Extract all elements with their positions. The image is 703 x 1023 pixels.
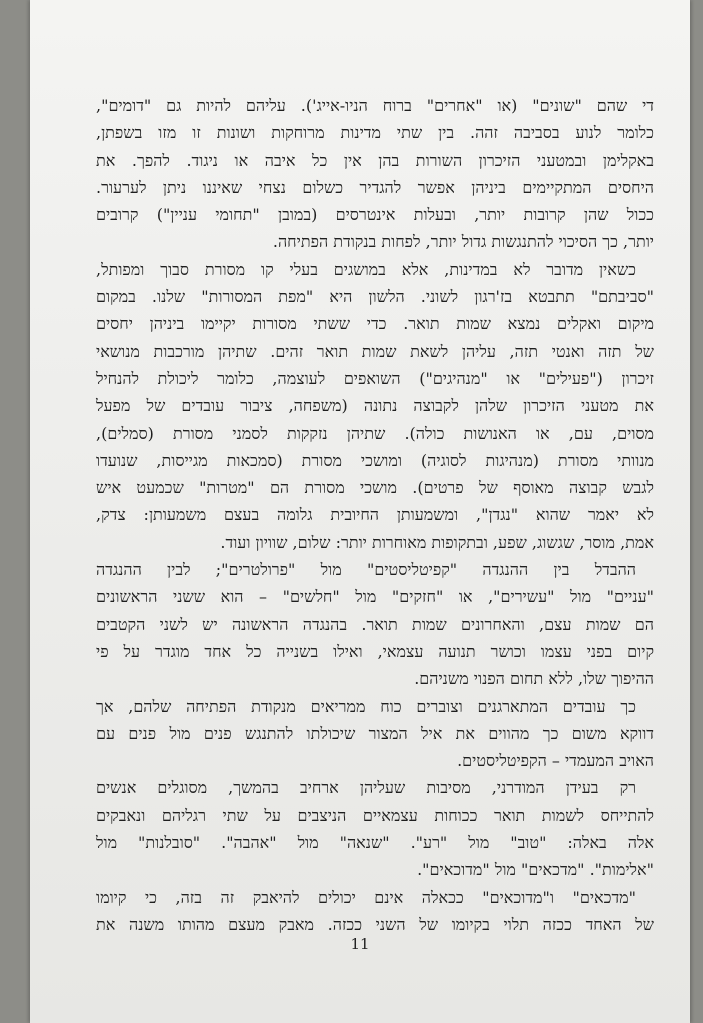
- text-line: להתייחס לשמות תואר ככוחות עצמאיים הניצבים על שתי רגליהם ונאבקים: [96, 805, 654, 825]
- text-line: אלה באלה: "טוב" מול "רע". "שנאה" מול "אהבה". "סובלנות" מול: [96, 833, 654, 853]
- text-line: ההיפוך שלו, ללא תחום הפנוי משניהם.: [414, 669, 654, 689]
- text-line: "עניים" מול "עשירים", או "חזקים" מול "חלשים" – הוא ששני הראשונים: [96, 587, 654, 607]
- text-line: "סביבתם" תתבטא בז'רגון לשוני. הלשון היא "מפת המסורות" שלנו. במקום: [96, 287, 654, 307]
- text-line: דווקא משום כך מהווים את איל המצור שיכולתו להתנגש פנים מול פנים עם: [96, 723, 654, 743]
- text-line: קיום בפני עצמו וכושר תנועה עצמאי, ואילו בשנייה כל אחד מוגדר על פי: [96, 641, 654, 661]
- text-line: מסוים, עם, או האנושות כולה). שתיהן נזקקות לסמני מסורת (סמלים),: [96, 423, 654, 443]
- text-line: של תזה ואנטי תזה, עליהן לשאת שמות תואר זהים. שתיהן מורכבות מנושאי: [96, 341, 654, 361]
- text-line: ההבדל בין ההנגדה "קפיטליסטים" מול "פרולטרים"; לבין ההנגדה: [96, 560, 636, 580]
- text-line: את מטעני הזיכרון שלהן לקבוצה נתונה (משפחה, ציבור עובדים של מפעל: [96, 396, 654, 416]
- text-line: רק בעידן המודרני, מסיבות שעליהן ארחיב בהמשך, מסוגלים אנשים: [96, 778, 636, 798]
- text-line: כך עובדים המתארגנים וצוברים כוח ממריאים מנקודת הפתיחה שלהם, אך: [96, 696, 636, 716]
- text-line: מנוותי מסורת (מנהיגות לסוגיה) ומושכי מסורת (סמכאות מגייסות, שנועדו: [96, 450, 654, 470]
- text-line: כלומר לנוע בסביבה זהה. בין שתי מדינות מרוחקות ושונות זו מזו בשפתן,: [96, 123, 654, 143]
- text-line: הם שמות עצם, והאחרונים שמות תואר. בהנגדה הראשונה יש לשני הקטבים: [96, 614, 654, 634]
- page-number: 11: [350, 935, 370, 953]
- text-line: ככול שהן קרובות יותר, ובעלות אינטרסים (במובן "תחומי עניין") קרובים: [96, 205, 654, 225]
- text-line: "אלימות". "מדכאים" מול "מדוכאים".: [417, 860, 654, 880]
- text-line: אמת, מוסר, שגשוג, שפע, ובתקופות מאוחרות יותר: שלום, שוויון ועוד.: [220, 532, 654, 552]
- text-line: באקלימן ובמטעני הזיכרון השורות בהן אין כל איבה או ניגוד. להפך. את: [96, 150, 654, 170]
- text-line: האויב המעמדי – הקפיטליסטים.: [457, 751, 654, 771]
- text-line: מיקום ואקלים נמצא שמות תואר. כדי ששתי מסורות יקיימו ביניהן יחסים: [96, 314, 654, 334]
- body-text: [96, 92, 654, 938]
- text-line: זיכרון ("פעילים" או "מנהיגים") השואפים לעוצמה, כלומר ליכולת להנחיל: [96, 368, 654, 388]
- text-line: לגבש קבוצה מאוסף של פרטים). מושכי מסורת הם "מטרות" שכמעט איש: [96, 478, 654, 498]
- text-line: לא יאמר שהוא "נגדן", ומשמעותן החיובית גלומה בעצם משמעותן: צדק,: [96, 505, 654, 525]
- text-line: של האחד ככזה תלוי בקיומו של השני ככזה. מאבק מעצם מהותו משנה את: [96, 914, 654, 934]
- text-line: היחסים המתקיימים ביניהן אפשר להגדיר כשלום נצחי שאיננו ניתן לערעור.: [96, 177, 654, 197]
- text-line: כשאין מדובר לא במדינות, אלא במושגים בעלי קו מסורת סבוך ומפותל,: [96, 259, 636, 279]
- book-page: [30, 0, 690, 1023]
- text-line: די שהם "שונים" (או "אחרים" ברוח הניו-אייג'). עליהם להיות גם "דומים",: [96, 96, 654, 115]
- text-line: "מדכאים" ו"מדוכאים" ככאלה אינם יכולים להיאבק זה בזה, כי קיומו: [96, 887, 636, 907]
- text-line: יותר, כך הסיכוי להתנגשות גדול יותר, לפחות בנקודת הפתיחה.: [272, 232, 654, 252]
